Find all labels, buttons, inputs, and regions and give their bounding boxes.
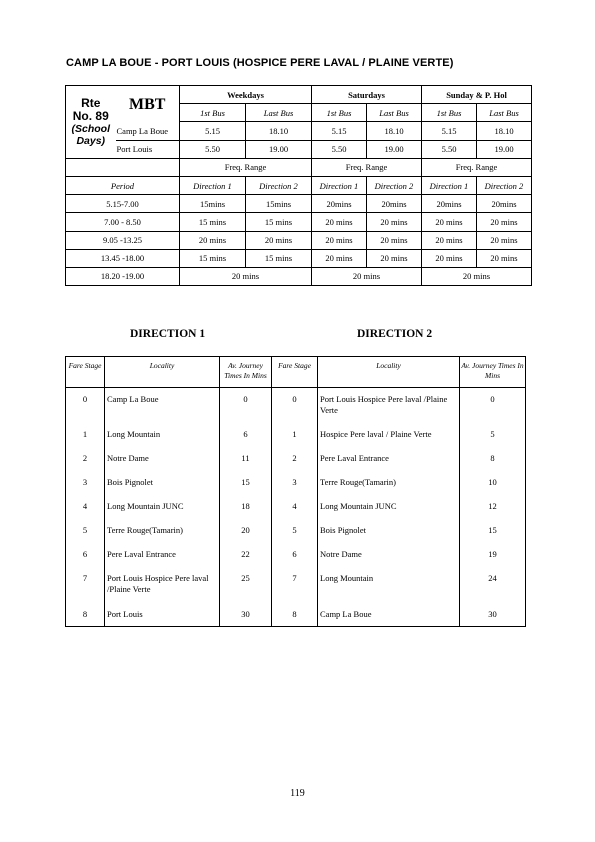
locality: Notre Dame — [105, 447, 220, 471]
bus-header: Last Bus — [477, 104, 532, 122]
header-fare-stage: Fare Stage — [272, 357, 318, 388]
fare-stage: 8 — [66, 603, 105, 627]
freq-range-label: Freq. Range — [312, 158, 422, 176]
fare-stage: 8 — [272, 603, 318, 627]
bus-time: 18.10 — [477, 122, 532, 140]
journey-time: 10 — [460, 471, 526, 495]
route-number: No. 89 — [72, 108, 109, 123]
operator-label: MBT — [116, 86, 180, 122]
bus-time: 5.15 — [180, 122, 246, 140]
timetable — [65, 85, 532, 286]
freq-cell: 15 mins — [180, 213, 246, 231]
fare-header-row — [66, 357, 526, 388]
locality: Terre Rouge(Tamarin) — [105, 519, 220, 543]
freq-cell: 15 mins — [246, 249, 312, 267]
journey-time: 12 — [460, 495, 526, 519]
freq-cell: 20 mins — [246, 231, 312, 249]
fare-stage: 1 — [272, 423, 318, 447]
fare-stage: 6 — [272, 543, 318, 567]
fare-stage-table — [65, 356, 526, 627]
bus-time: 5.15 — [312, 122, 367, 140]
direction-2-title: DIRECTION 2 — [357, 328, 433, 340]
journey-time: 19 — [460, 543, 526, 567]
journey-time: 8 — [460, 447, 526, 471]
locality: Pere Laval Entrance — [105, 543, 220, 567]
locality: Long Mountain JUNC — [318, 495, 460, 519]
locality: Port Louis Hospice Pere laval /Plaine Verte — [105, 567, 220, 603]
fare-stage: 0 — [66, 388, 105, 423]
direction-header: Direction 1 — [422, 176, 477, 194]
bus-time: 5.50 — [180, 140, 246, 158]
period-cell: 7.00 - 8.50 — [66, 213, 180, 231]
fare-stage: 4 — [272, 495, 318, 519]
freq-cell: 15mins — [180, 195, 246, 213]
fare-stage: 0 — [272, 388, 318, 423]
fare-stage: 5 — [66, 519, 105, 543]
page-title: CAMP LA BOUE - PORT LOUIS (HOSPICE PERE LAVAL / PLAINE VERTE) — [66, 57, 454, 69]
bus-header: Last Bus — [367, 104, 422, 122]
journey-time: 20 — [220, 519, 272, 543]
table-row — [66, 495, 526, 519]
bus-time: 19.00 — [367, 140, 422, 158]
table-row — [66, 388, 526, 423]
journey-time: 24 — [460, 567, 526, 603]
bus-time: 5.50 — [312, 140, 367, 158]
locality: Bois Pignolet — [105, 471, 220, 495]
bus-header: Last Bus — [246, 104, 312, 122]
stop-name: Camp La Boue — [116, 122, 180, 140]
direction-header: Direction 2 — [367, 176, 422, 194]
journey-time: 30 — [220, 603, 272, 627]
locality: Pere Laval Entrance — [318, 447, 460, 471]
freq-cell: 15 mins — [246, 213, 312, 231]
header-locality: Locality — [318, 357, 460, 388]
route-note-1: (School — [71, 122, 110, 135]
fare-stage: 6 — [66, 543, 105, 567]
bus-time: 5.15 — [422, 122, 477, 140]
direction-1-title: DIRECTION 1 — [130, 328, 206, 340]
journey-time: 0 — [460, 388, 526, 423]
fare-stage: 5 — [272, 519, 318, 543]
header-fare-stage: Fare Stage — [66, 357, 105, 388]
freq-cell: 20 mins — [180, 231, 246, 249]
route-label — [66, 86, 116, 159]
bus-time: 18.10 — [367, 122, 422, 140]
fare-stage: 3 — [66, 471, 105, 495]
journey-time: 18 — [220, 495, 272, 519]
direction-header: Direction 1 — [180, 176, 246, 194]
table-row — [66, 423, 526, 447]
freq-cell: 20 mins — [312, 213, 367, 231]
freq-cell: 20 mins — [312, 231, 367, 249]
journey-time: 6 — [220, 423, 272, 447]
route-rte: Rte — [81, 95, 101, 110]
freq-blank — [66, 158, 180, 176]
period-cell: 18.20 -19.00 — [66, 267, 180, 285]
locality: Long Mountain — [105, 423, 220, 447]
freq-cell: 20mins — [367, 195, 422, 213]
freq-cell: 20mins — [422, 195, 477, 213]
table-row — [66, 603, 526, 627]
freq-cell: 20mins — [477, 195, 532, 213]
journey-time: 15 — [220, 471, 272, 495]
locality: Terre Rouge(Tamarin) — [318, 471, 460, 495]
period-header: Period — [66, 176, 180, 194]
bus-header: 1st Bus — [422, 104, 477, 122]
locality: Hospice Pere laval / Plaine Verte — [318, 423, 460, 447]
fare-stage: 3 — [272, 471, 318, 495]
journey-time: 0 — [220, 388, 272, 423]
header-journey-time: Av. Journey Times In Mins — [460, 357, 526, 388]
day-group-weekdays: Weekdays — [180, 86, 312, 104]
table-row — [66, 567, 526, 603]
freq-cell: 20 mins — [477, 231, 532, 249]
journey-time: 11 — [220, 447, 272, 471]
locality: Port Louis — [105, 603, 220, 627]
locality: Port Louis Hospice Pere laval /Plaine Verte — [318, 388, 460, 423]
bus-time: 5.50 — [422, 140, 477, 158]
freq-cell: 20 mins — [367, 249, 422, 267]
day-group-saturdays: Saturdays — [312, 86, 422, 104]
freq-cell: 20 mins — [477, 213, 532, 231]
journey-time: 22 — [220, 543, 272, 567]
freq-cell: 15 mins — [180, 249, 246, 267]
header-journey-time: Av. Journey Times In Mins — [220, 357, 272, 388]
freq-range-label: Freq. Range — [180, 158, 312, 176]
day-group-sunday: Sunday & P. Hol — [422, 86, 532, 104]
freq-range-label: Freq. Range — [422, 158, 532, 176]
journey-time: 15 — [460, 519, 526, 543]
fare-stage: 2 — [272, 447, 318, 471]
table-row — [66, 471, 526, 495]
locality: Camp La Boue — [318, 603, 460, 627]
direction-header: Direction 2 — [477, 176, 532, 194]
fare-stage: 1 — [66, 423, 105, 447]
bus-header: 1st Bus — [312, 104, 367, 122]
locality: Long Mountain — [318, 567, 460, 603]
bus-time: 19.00 — [477, 140, 532, 158]
journey-time: 25 — [220, 567, 272, 603]
route-note-2: Days) — [76, 134, 106, 147]
freq-cell: 20 mins — [367, 231, 422, 249]
table-row — [66, 447, 526, 471]
freq-cell: 20 mins — [180, 267, 312, 285]
freq-cell: 20 mins — [367, 213, 422, 231]
bus-time: 19.00 — [246, 140, 312, 158]
locality: Long Mountain JUNC — [105, 495, 220, 519]
fare-stage: 2 — [66, 447, 105, 471]
fare-stage: 7 — [272, 567, 318, 603]
period-cell: 9.05 -13.25 — [66, 231, 180, 249]
freq-cell: 20 mins — [422, 267, 532, 285]
bus-header: 1st Bus — [180, 104, 246, 122]
header-locality: Locality — [105, 357, 220, 388]
table-row — [66, 519, 526, 543]
table-row — [66, 543, 526, 567]
stop-name: Port Louis — [116, 140, 180, 158]
journey-time: 30 — [460, 603, 526, 627]
locality: Bois Pignolet — [318, 519, 460, 543]
direction-header: Direction 1 — [312, 176, 367, 194]
locality: Camp La Boue — [105, 388, 220, 423]
period-cell: 5.15-7.00 — [66, 195, 180, 213]
journey-time: 5 — [460, 423, 526, 447]
locality: Notre Dame — [318, 543, 460, 567]
direction-header: Direction 2 — [246, 176, 312, 194]
fare-stage: 4 — [66, 495, 105, 519]
freq-cell: 20 mins — [422, 231, 477, 249]
page-number: 119 — [290, 788, 305, 799]
freq-cell: 20 mins — [477, 249, 532, 267]
freq-cell: 15mins — [246, 195, 312, 213]
freq-cell: 20 mins — [312, 267, 422, 285]
freq-cell: 20mins — [312, 195, 367, 213]
period-cell: 13.45 -18.00 — [66, 249, 180, 267]
freq-cell: 20 mins — [312, 249, 367, 267]
fare-stage: 7 — [66, 567, 105, 603]
freq-cell: 20 mins — [422, 213, 477, 231]
bus-time: 18.10 — [246, 122, 312, 140]
freq-cell: 20 mins — [422, 249, 477, 267]
